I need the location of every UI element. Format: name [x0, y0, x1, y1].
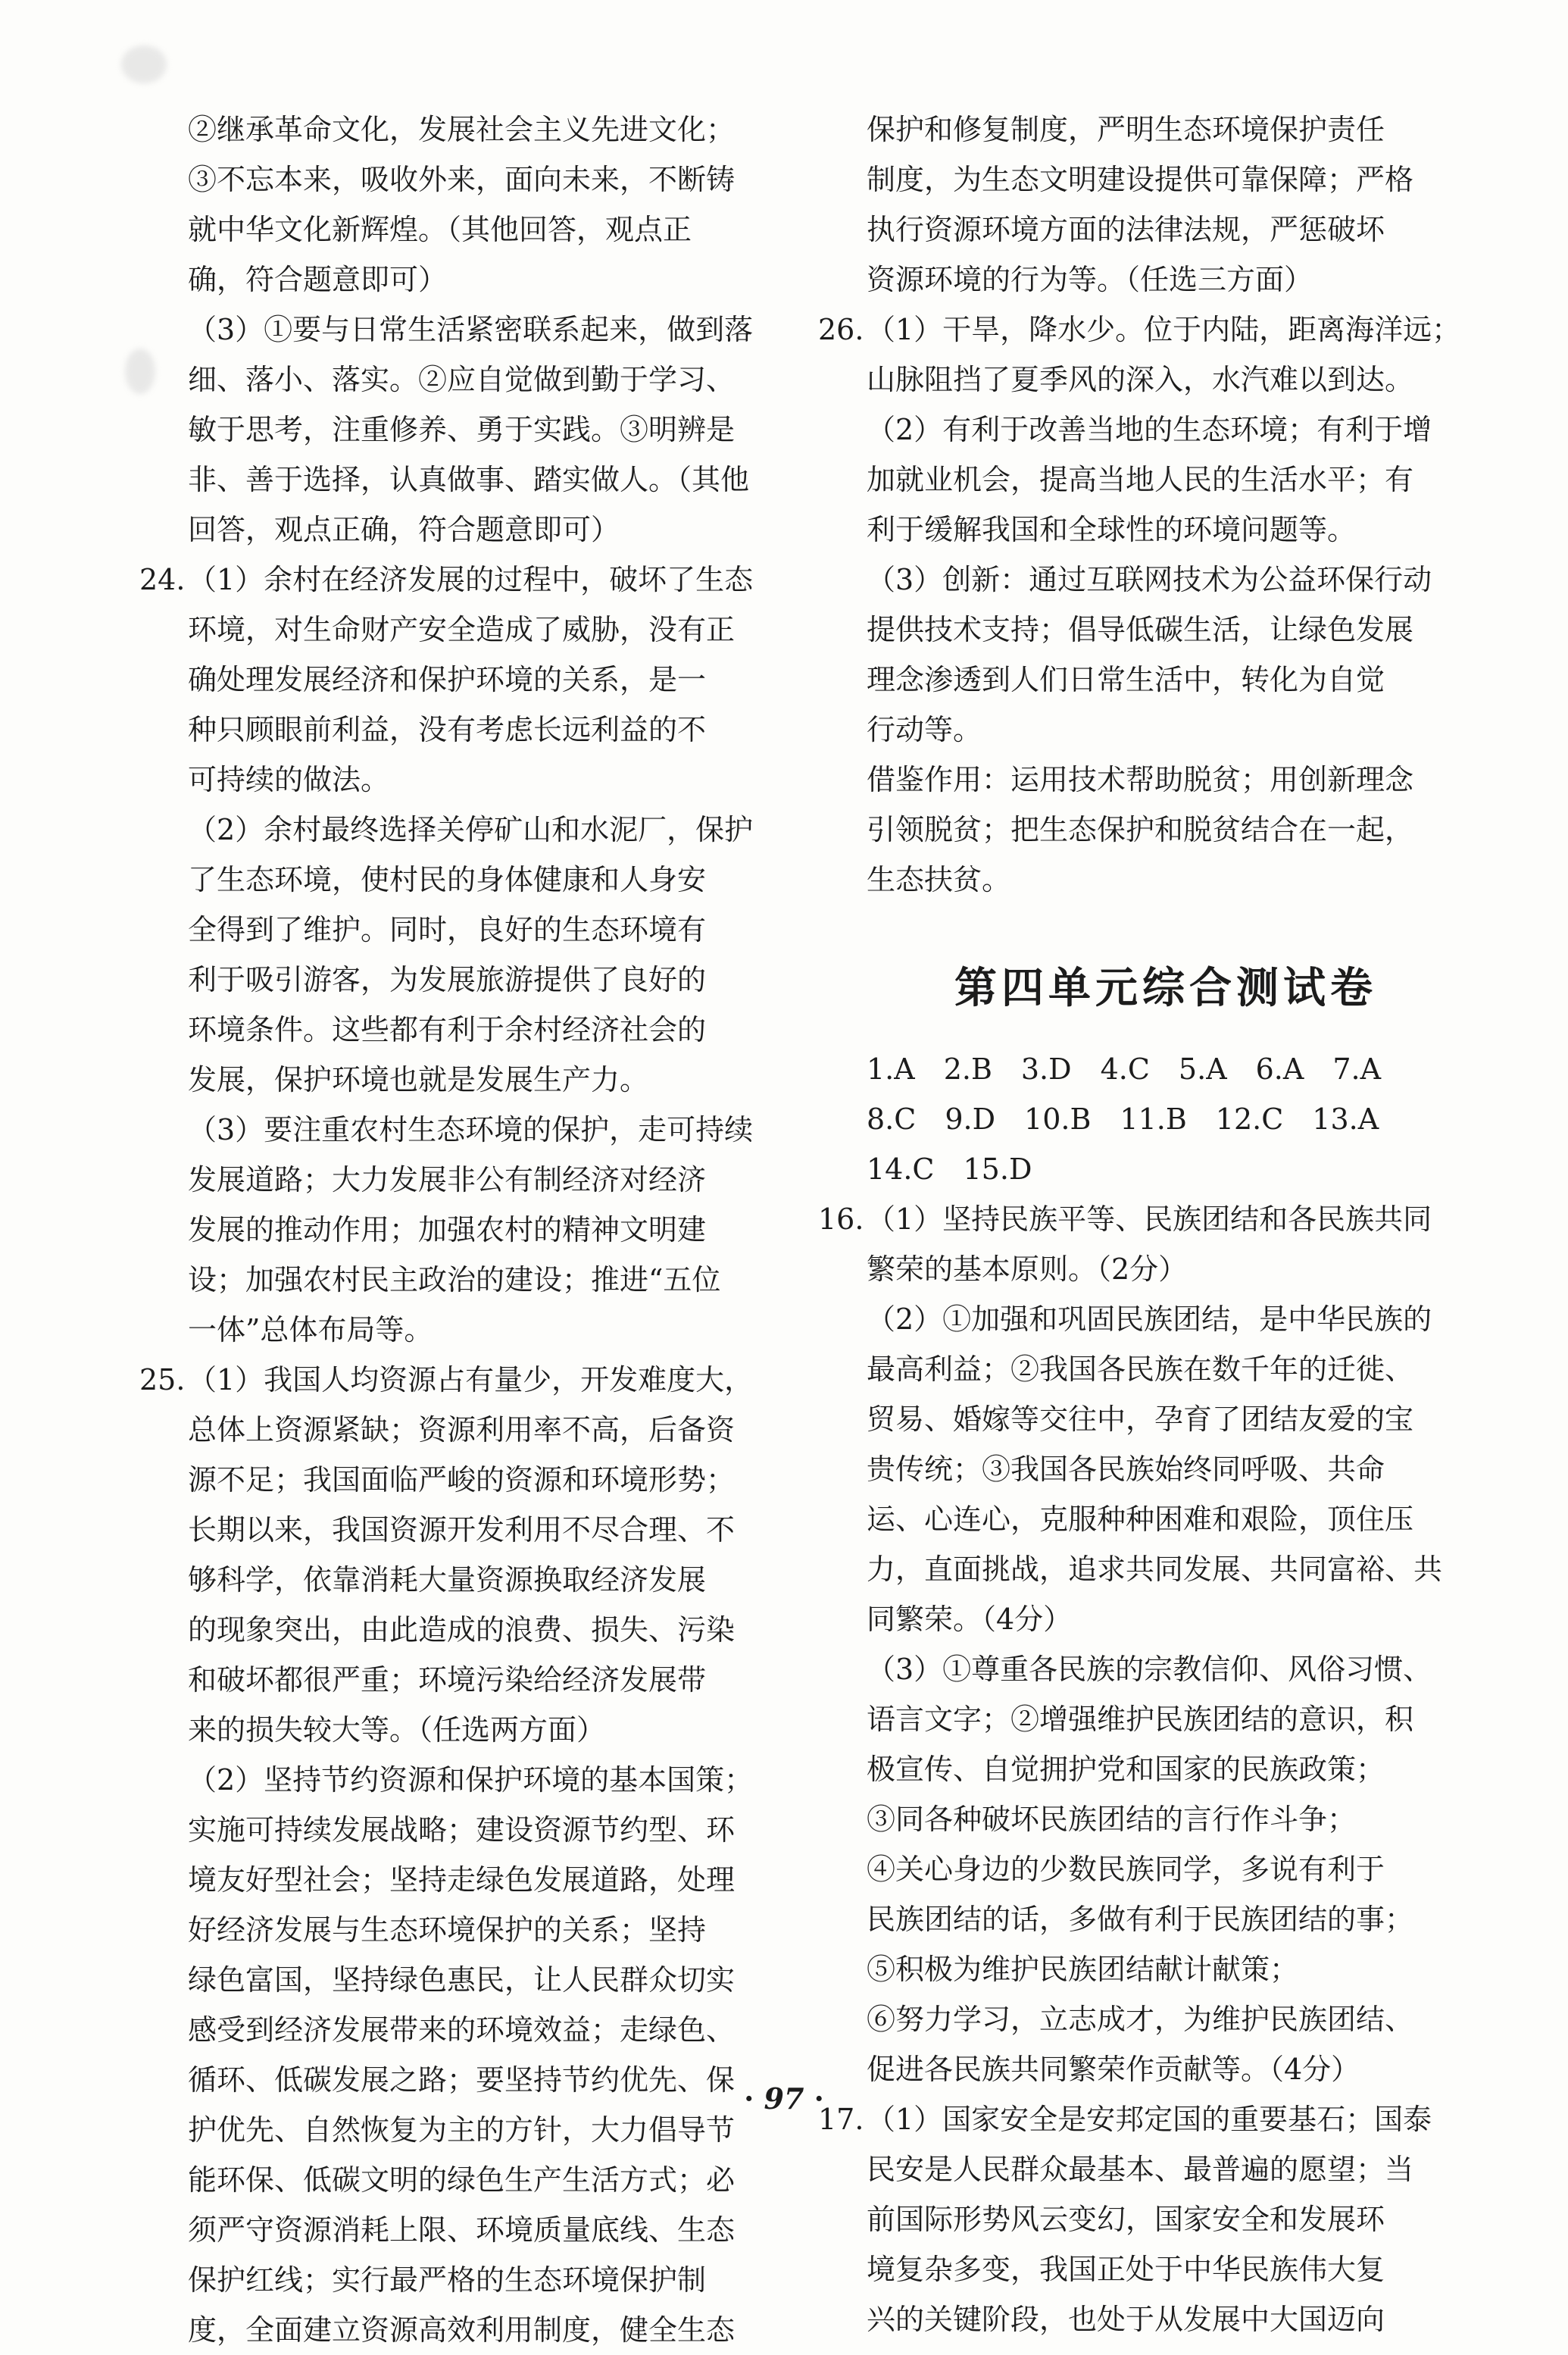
line-text: （1）我国人均资源占有量少，开发难度大， [188, 1363, 754, 1396]
text-line [867, 2244, 1465, 2294]
line-text: 境友好型社会；坚持走绿色发展道路，处理 [188, 1863, 736, 1897]
line-text: 感受到经济发展带来的环境效益；走绿色、 [188, 2013, 736, 2047]
line-text: 理念渗透到人们日常生活中，转化为自觉 [867, 663, 1385, 696]
text-line [867, 555, 1465, 605]
line-text: ③同各种破坏民族团结的言行作斗争； [867, 1803, 1357, 1836]
line-text: 实施可持续发展战略；建设资源节约型、环 [188, 1813, 736, 1847]
page-number [0, 2076, 1568, 2122]
line-text: 和破坏都很严重；环境污染给经济发展带 [188, 1663, 707, 1697]
line-text: 借鉴作用：运用技术帮助脱贫；用创新理念 [867, 763, 1414, 796]
text-line [188, 1405, 741, 1455]
text-line [867, 1794, 1465, 1844]
text-line [188, 1455, 741, 1505]
line-text: 的现象突出，由此造成的浪费、损失、污染 [188, 1613, 736, 1647]
text-line [188, 405, 741, 455]
line-text: （1）余村在经济发展的过程中，破坏了生态 [188, 563, 754, 596]
line-text: 生态扶贫。 [867, 863, 1011, 896]
text-line [188, 2005, 741, 2055]
text-line [188, 1905, 741, 1955]
line-text: 兴的关键阶段，也处于从发展中大国迈向 [867, 2303, 1385, 2336]
text-line [188, 1105, 754, 1155]
line-text: 设；加强农村民主政治的建设；推进“五位 [188, 1263, 721, 1296]
text-line [867, 1344, 1465, 1394]
line-text: 保护和修复制度，严明生态环境保护责任 [867, 113, 1385, 146]
line-text: （3）①尊重各民族的宗教信仰、风俗习惯、 [867, 1653, 1432, 1686]
text-line [188, 605, 741, 655]
text-line [188, 805, 754, 855]
text-line [188, 755, 741, 805]
text-line [867, 1544, 1465, 1594]
text-line [188, 905, 741, 955]
text-line [188, 505, 741, 555]
text-line [188, 1255, 741, 1305]
line-text: ④关心身边的少数民族同学，多说有利于 [867, 1853, 1385, 1886]
text-line [867, 1494, 1465, 1544]
text-line [188, 1005, 741, 1055]
text-line [867, 405, 1465, 455]
line-text: （3）①要与日常生活紧密联系起来，做到落 [188, 313, 754, 346]
line-text: 非、善于选择，认真做事、踏实做人。（其他 [188, 463, 750, 496]
line-text: 够科学，依靠消耗大量资源换取经济发展 [188, 1563, 707, 1597]
text-line [867, 455, 1465, 505]
line-text: ⑤积极为维护民族团结献计献策； [867, 1953, 1299, 1986]
section-title: 第四单元综合测试卷 [954, 964, 1377, 1013]
right-column-bottom [818, 1044, 1465, 2344]
text-line [867, 1844, 1465, 1894]
line-text: 运、心连心，克服种种困难和艰险，顶住压 [867, 1503, 1414, 1536]
line-text: （1）坚持民族平等、民族团结和各民族共同 [867, 1203, 1432, 1236]
page-number-dot: · [744, 2081, 754, 2116]
text-line [188, 1705, 741, 1755]
line-text: 促进各民族共同繁荣作贡献等。（4分） [867, 2053, 1360, 2086]
text-line [188, 1805, 741, 1855]
text-line [867, 105, 1465, 155]
line-text: 来的损失较大等。（任选两方面） [188, 1713, 606, 1747]
text-line [867, 605, 1465, 655]
line-text: 种只顾眼前利益，没有考虑长远利益的不 [188, 713, 707, 746]
text-line [867, 1044, 1465, 1094]
line-text: 行动等。 [867, 713, 982, 746]
line-text: 可持续的做法。 [188, 763, 390, 796]
line-text: 1.A 2.B 3.D 4.C 5.A 6.A 7.A [867, 1052, 1382, 1086]
text-line [188, 205, 741, 255]
text-line [867, 355, 1465, 405]
text-line [188, 1955, 741, 2005]
text-line [188, 1205, 741, 1255]
line-text: 度，全面建立资源高效利用制度，健全生态 [188, 2313, 736, 2347]
line-text: 14.C 15.D [867, 1152, 1032, 1186]
text-line [188, 1155, 741, 1205]
line-text: 山脉阻挡了夏季风的深入，水汽难以到达。 [867, 363, 1414, 396]
text-line [867, 1294, 1465, 1344]
line-text: 敏于思考，注重修养、勇于实践。③明辨是 [188, 413, 736, 446]
text-line [867, 755, 1465, 805]
line-text: 一体”总体布局等。 [188, 1313, 433, 1346]
line-text: 保护红线；实行最严格的生态环境保护制 [188, 2263, 707, 2297]
text-line [188, 355, 741, 405]
text-line [188, 1055, 741, 1105]
line-text: （3）要注重农村生态环境的保护，走可持续 [188, 1113, 754, 1146]
text-line [188, 255, 741, 305]
text-line [188, 1855, 741, 1905]
line-text: 民安是人民群众最基本、最普遍的愿望；当 [867, 2153, 1414, 2186]
text-line [188, 1505, 741, 1555]
line-text: 循环、低碳发展之路；要坚持节约优先、保 [188, 2063, 736, 2097]
section-gap [867, 905, 1465, 934]
line-text: 利于缓解我国和全球性的环境问题等。 [867, 513, 1357, 546]
text-line [867, 1694, 1465, 1744]
text-line [188, 1655, 741, 1705]
line-text: 发展的推动作用；加强农村的精神文明建 [188, 1213, 707, 1246]
line-text: 制度，为生态文明建设提供可靠保障；严格 [867, 163, 1414, 196]
line-text: 语言文字；②增强维护民族团结的意识，积 [867, 1703, 1414, 1736]
page-number-dot: · [814, 2081, 824, 2116]
line-text: 发展，保护环境也就是发展生产力。 [188, 1063, 649, 1096]
text-line [867, 205, 1465, 255]
text-line [867, 655, 1465, 705]
line-text: 民族团结的话，多做有利于民族团结的事； [867, 1903, 1414, 1936]
line-text: 总体上资源紧缺；资源利用率不高，后备资 [188, 1413, 736, 1446]
text-line [867, 1594, 1465, 1644]
text-line: 16.（1）坚持民族平等、民族团结和各民族共同 [818, 1203, 1432, 1236]
line-text: ②继承革命文化，发展社会主义先进文化； [188, 113, 736, 146]
text-line [867, 2144, 1465, 2194]
right-column-top [818, 105, 1465, 905]
text-line [867, 1994, 1465, 2044]
line-text: 引领脱贫；把生态保护和脱贫结合在一起， [867, 813, 1414, 846]
line-text: 加就业机会，提高当地人民的生活水平；有 [867, 463, 1414, 496]
text-line [867, 1444, 1465, 1494]
right-column [818, 105, 1465, 2344]
line-text: 发展道路；大力发展非公有制经济对经济 [188, 1163, 707, 1196]
text-line [867, 705, 1465, 755]
line-text: 同繁荣。（4分） [867, 1603, 1073, 1636]
line-text: 全得到了维护。同时，良好的生态环境有 [188, 913, 707, 946]
text-line [867, 255, 1465, 305]
text-line [188, 955, 741, 1005]
line-text: 护优先、自然恢复为主的方针，大力倡导节 [188, 2113, 736, 2147]
line-text: 利于吸引游客，为发展旅游提供了良好的 [188, 963, 707, 996]
line-text: 8.C 9.D 10.B 11.B 12.C 13.A [867, 1102, 1379, 1136]
line-text: 提供技术支持；倡导低碳生活，让绿色发展 [867, 613, 1414, 646]
text-line [867, 1094, 1465, 1144]
text-line [188, 2155, 741, 2205]
line-text: 源不足；我国面临严峻的资源和环境形势； [188, 1463, 736, 1497]
text-line [188, 1555, 741, 1605]
line-text: （1）国家安全是安邦定国的重要基石；国泰 [867, 2103, 1432, 2136]
text-line: 25.（1）我国人均资源占有量少，开发难度大， [139, 1363, 754, 1396]
line-text: 执行资源环境方面的法律法规，严惩破坏 [867, 213, 1385, 246]
text-line [867, 155, 1465, 205]
scan-smudge [121, 45, 167, 83]
line-text: （2）①加强和巩固民族团结，是中华民族的 [867, 1303, 1432, 1336]
line-text: 绿色富国，坚持绿色惠民，让人民群众切实 [188, 1963, 736, 1997]
text-line: 17.（1）国家安全是安邦定国的重要基石；国泰 [818, 2103, 1432, 2136]
line-text: 能环保、低碳文明的绿色生产生活方式；必 [188, 2163, 736, 2197]
text-line [867, 2294, 1465, 2344]
text-line [188, 105, 741, 155]
text-line [867, 1944, 1465, 1994]
left-column [139, 105, 754, 2355]
line-text: 极宣传、自觉拥护党和国家的民族政策； [867, 1753, 1385, 1786]
text-line [188, 455, 750, 505]
text-line [188, 305, 754, 355]
line-text: 就中华文化新辉煌。（其他回答，观点正 [188, 213, 692, 246]
line-text: 环境条件。这些都有利于余村经济社会的 [188, 1013, 707, 1046]
text-line: 26.（1）干旱，降水少。位于内陆，距离海洋远； [818, 313, 1461, 346]
scan-smudge [125, 349, 155, 394]
line-text: 繁荣的基本原则。（2分） [867, 1253, 1188, 1286]
line-text: 回答，观点正确，符合题意即可） [188, 513, 620, 546]
line-text: 环境，对生命财产安全造成了威胁，没有正 [188, 613, 736, 646]
text-line [188, 855, 741, 905]
text-line [867, 1894, 1465, 1944]
text-line [188, 155, 741, 205]
line-text: 细、落小、落实。②应自觉做到勤于学习、 [188, 363, 736, 396]
text-line [867, 2194, 1465, 2244]
line-text: 资源环境的行为等。（任选三方面） [867, 263, 1313, 296]
line-text: 了生态环境，使村民的身体健康和人身安 [188, 863, 707, 896]
text-line [188, 1305, 741, 1355]
line-text: 境复杂多变，我国正处于中华民族伟大复 [867, 2253, 1385, 2286]
line-text: 好经济发展与生态环境保护的关系；坚持 [188, 1913, 707, 1947]
line-text: （1）干旱，降水少。位于内陆，距离海洋远； [867, 313, 1461, 346]
text-line [188, 2255, 741, 2305]
text-line [867, 1244, 1465, 1294]
text-line: 24.（1）余村在经济发展的过程中，破坏了生态 [139, 563, 754, 596]
line-text: （2）余村最终选择关停矿山和水泥厂，保护 [188, 813, 754, 846]
text-line [188, 2305, 741, 2355]
line-text: （2）坚持节约资源和保护环境的基本国策； [188, 1763, 754, 1797]
line-text: ③不忘本来，吸收外来，面向未来，不断铸 [188, 163, 736, 196]
line-text: 贸易、婚嫁等交往中，孕育了团结友爱的宝 [867, 1403, 1414, 1436]
line-text: 须严守资源消耗上限、环境质量底线、生态 [188, 2213, 736, 2247]
line-text: 前国际形势风云变幻，国家安全和发展环 [867, 2203, 1385, 2236]
text-line [188, 705, 741, 755]
line-text: 贵传统；③我国各民族始终同呼吸、共命 [867, 1453, 1385, 1486]
line-text: （2）有利于改善当地的生态环境；有利于增 [867, 413, 1432, 446]
line-text: 力，直面挑战，追求共同发展、共同富裕、共 [867, 1553, 1443, 1586]
text-line [867, 1744, 1465, 1794]
text-line [188, 1755, 754, 1805]
text-line [867, 1394, 1465, 1444]
text-line [867, 855, 1465, 905]
text-line [867, 1144, 1465, 1194]
text-line [188, 655, 741, 705]
line-text: ⑥努力学习，立志成才，为维护民族团结、 [867, 2003, 1414, 2036]
line-text: 长期以来，我国资源开发利用不尽合理、不 [188, 1513, 736, 1547]
line-text: 确处理发展经济和保护环境的关系，是一 [188, 663, 707, 696]
text-line [867, 805, 1465, 855]
text-line [867, 505, 1465, 555]
line-text: （3）创新：通过互联网技术为公益环保行动 [867, 563, 1432, 596]
text-line [188, 2205, 741, 2255]
text-line [188, 1605, 741, 1655]
line-text: 确，符合题意即可） [188, 263, 448, 296]
line-text: 最高利益；②我国各民族在数千年的迁徙、 [867, 1353, 1414, 1386]
page-number-value: 97 [764, 2081, 804, 2116]
text-line [867, 1644, 1465, 1694]
